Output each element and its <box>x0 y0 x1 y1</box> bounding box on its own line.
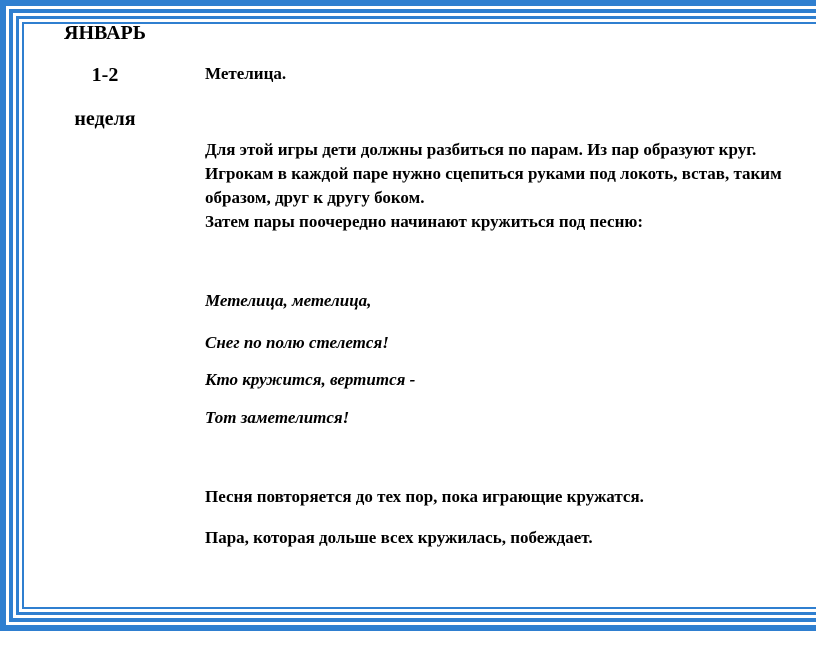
verse-line: Снег по полю стелется! <box>205 333 389 352</box>
verse-line: Тот заметелится! <box>205 408 350 427</box>
ending-line: Пара, которая дольше всех кружилась, побеждает. <box>205 528 593 547</box>
ending-line: Песня повторяется до тех пор, пока играющие кружатся. <box>205 487 644 506</box>
verse-line: Кто кружится, вертится - <box>205 370 416 389</box>
month-label: ЯНВАРЬ <box>64 22 146 44</box>
description-line: Для этой игры дети должны разбиться по парам. Из пар образуют круг. <box>205 140 757 159</box>
description-line: Затем пары поочередно начинают кружиться под песню: <box>205 212 644 231</box>
game-title: Метелица. <box>205 64 287 83</box>
game-description <box>205 138 816 234</box>
verse-line: Метелица, метелица, <box>205 291 372 310</box>
description-line: Игрокам в каждой паре нужно сцепиться руками под локоть, встав, таким <box>205 164 782 183</box>
week-word: неделя <box>74 108 136 130</box>
description-line: образом, друг к другу боком. <box>205 188 425 207</box>
weeks-number: 1-2 <box>91 64 119 86</box>
